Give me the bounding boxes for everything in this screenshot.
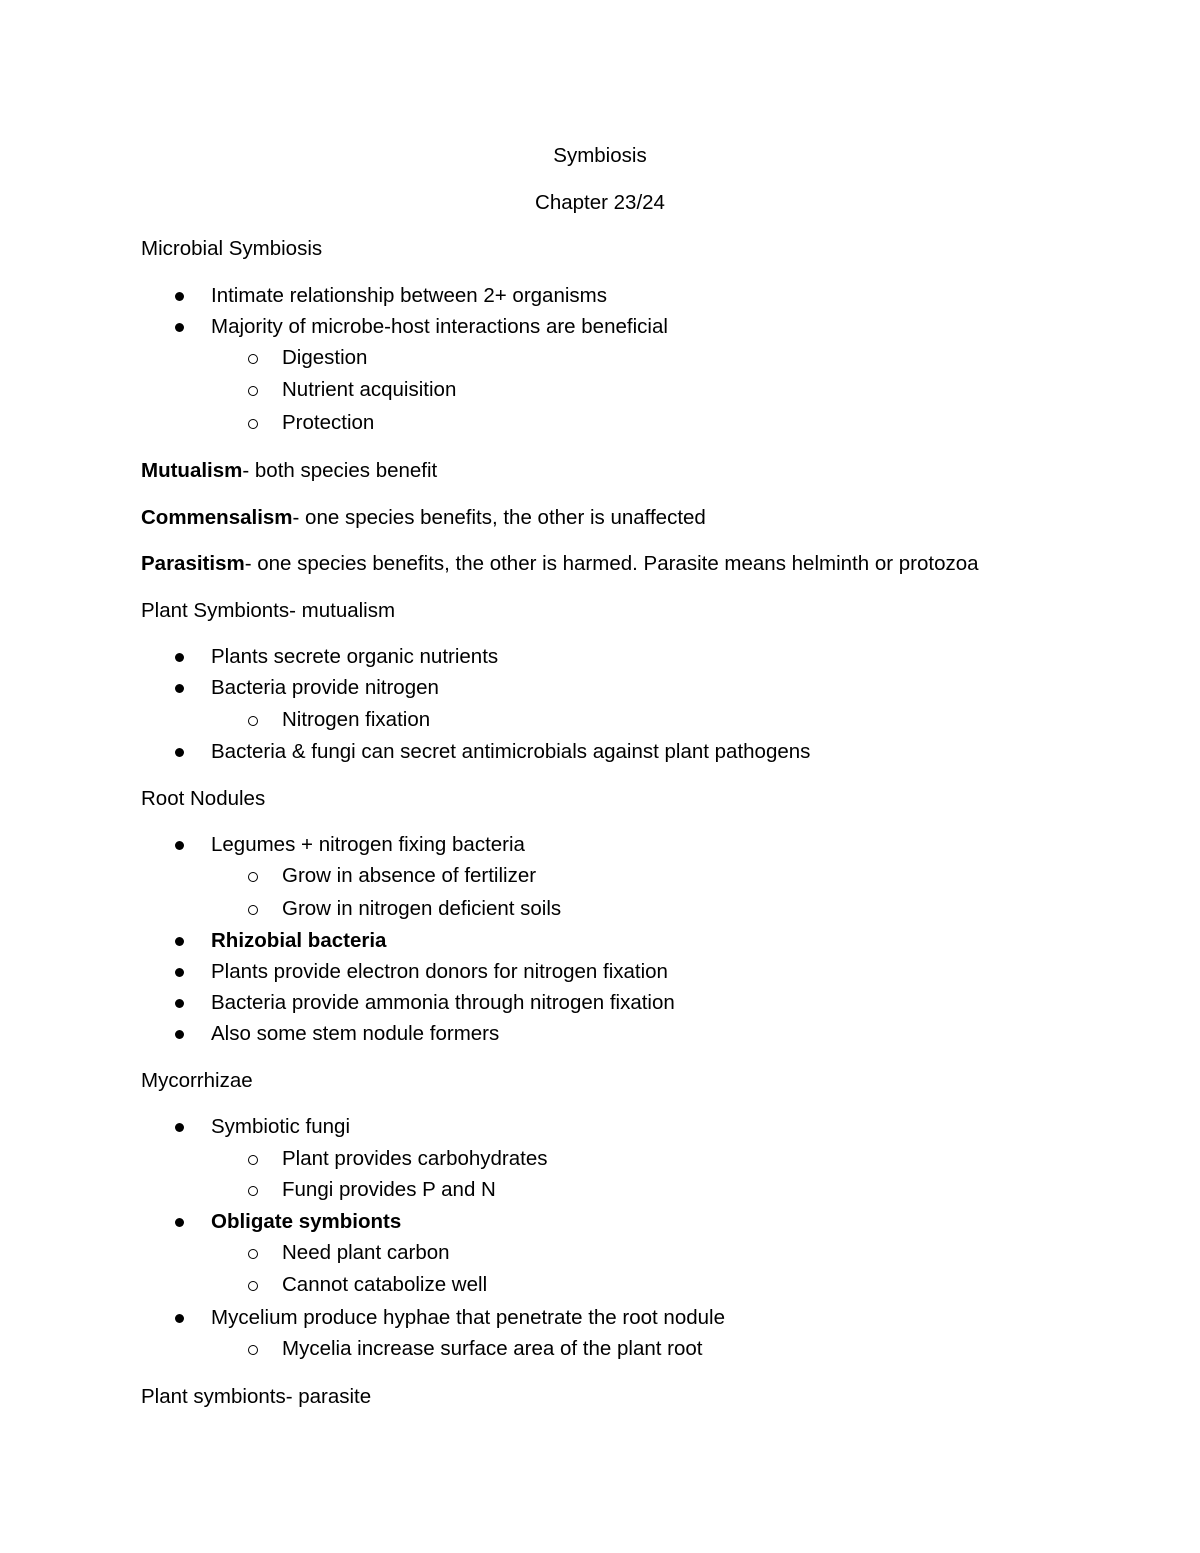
definition-mutualism [141, 458, 437, 484]
sub-list-item: Nutrient acquisition [282, 378, 457, 401]
sub-bullet-icon [248, 1249, 258, 1259]
bullet-icon [175, 323, 184, 332]
sub-bullet-icon [248, 905, 258, 915]
sub-bullet-icon [248, 1281, 258, 1291]
bullet-icon [175, 999, 184, 1008]
sub-list-item: Fungi provides P and N [282, 1178, 496, 1201]
list-item: Symbiotic fungi [211, 1115, 351, 1138]
sub-bullet-icon [248, 1186, 258, 1196]
definition-text: - both species benefit [242, 459, 438, 482]
sub-list-item: Grow in nitrogen deficient soils [282, 897, 562, 920]
sub-bullet-icon [248, 419, 258, 429]
list-item-bold: Obligate symbionts [211, 1210, 402, 1233]
section-heading-plant-symbionts-parasite: Plant symbionts- parasite [141, 1385, 372, 1408]
definition-term: Parasitism [141, 552, 245, 575]
definition-term: Commensalism [141, 506, 293, 529]
list-item: Mycelium produce hyphae that penetrate the root nodule [211, 1306, 725, 1329]
list-item: Legumes + nitrogen fixing bacteria [211, 833, 525, 856]
sub-list-item: Digestion [282, 346, 368, 369]
list-item: Intimate relationship between 2+ organisms [211, 284, 607, 307]
sub-list-item: Cannot catabolize well [282, 1273, 488, 1296]
definition-text: - one species benefits, the other is harmed. Parasite means helminth or protozoa [244, 552, 979, 575]
sub-bullet-icon [248, 1155, 258, 1165]
list-item: Bacteria provide ammonia through nitrogen fixation [211, 991, 675, 1014]
bullet-icon [175, 968, 184, 977]
section-heading-plant-symbionts-mutualism: Plant Symbionts- mutualism [141, 599, 396, 622]
section-heading-microbial-symbiosis: Microbial Symbiosis [141, 237, 323, 260]
sub-list-item: Need plant carbon [282, 1241, 450, 1264]
sub-list-item: Nitrogen fixation [282, 708, 431, 731]
sub-list-item: Mycelia increase surface area of the plant root [282, 1337, 703, 1360]
list-item: Bacteria & fungi can secret antimicrobials against plant pathogens [211, 740, 811, 763]
sub-list-item: Protection [282, 411, 375, 434]
bullet-icon [175, 841, 184, 850]
definition-text: - one species benefits, the other is unaffected [292, 506, 706, 529]
list-item-bold: Rhizobial bacteria [211, 929, 387, 952]
sub-list-item: Plant provides carbohydrates [282, 1147, 548, 1170]
definition-parasitism [141, 551, 979, 577]
list-item: Plants secrete organic nutrients [211, 645, 499, 668]
list-item: Majority of microbe-host interactions are beneficial [211, 315, 668, 338]
bullet-icon [175, 748, 184, 757]
list-item: Plants provide electron donors for nitrogen fixation [211, 960, 668, 983]
definition-commensalism [141, 505, 706, 531]
definition-term: Mutualism [141, 459, 243, 482]
section-heading-root-nodules: Root Nodules [141, 787, 266, 810]
list-item: Bacteria provide nitrogen [211, 676, 439, 699]
bullet-icon [175, 292, 184, 301]
bullet-icon [175, 1314, 184, 1323]
bullet-icon [175, 1123, 184, 1132]
sub-list-item: Grow in absence of fertilizer [282, 864, 537, 887]
sub-bullet-icon [248, 716, 258, 726]
document-title: Symbiosis [553, 144, 647, 167]
sub-bullet-icon [248, 386, 258, 396]
document-subtitle: Chapter 23/24 [535, 191, 665, 214]
bullet-icon [175, 1218, 184, 1227]
bullet-icon [175, 937, 184, 946]
sub-bullet-icon [248, 872, 258, 882]
section-heading-mycorrhizae: Mycorrhizae [141, 1069, 253, 1092]
list-item: Also some stem nodule formers [211, 1022, 500, 1045]
bullet-icon [175, 684, 184, 693]
sub-bullet-icon [248, 1345, 258, 1355]
sub-bullet-icon [248, 354, 258, 364]
bullet-icon [175, 1030, 184, 1039]
bullet-icon [175, 653, 184, 662]
